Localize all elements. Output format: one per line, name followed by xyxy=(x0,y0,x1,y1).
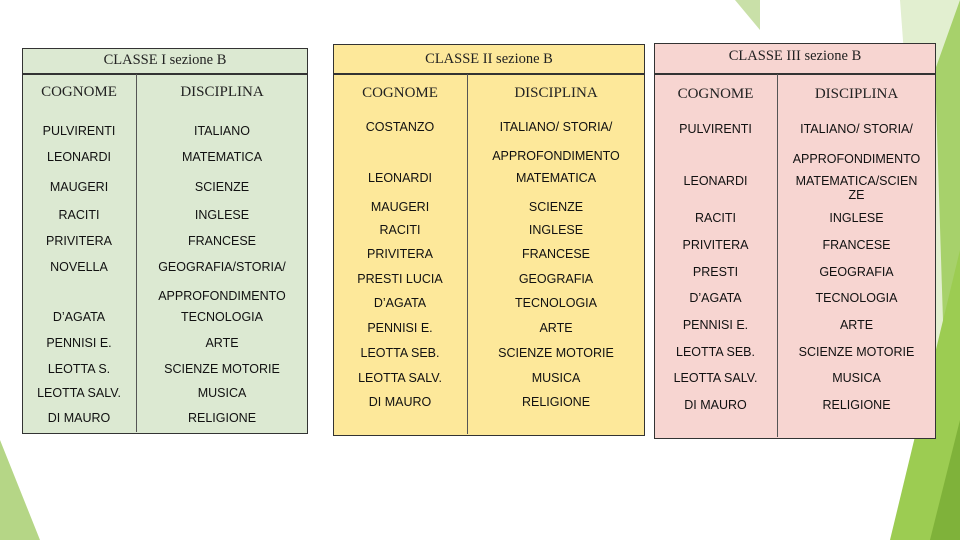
class-2-cognome-cell: PENNISI E. xyxy=(367,321,433,335)
class-3-cognome-cell: PULVIRENTI xyxy=(679,122,752,136)
class-3-disciplina-cell: GEOGRAFIA xyxy=(819,265,894,279)
class-1-disciplina-cell: MATEMATICA xyxy=(181,150,263,164)
class-2-cognome-cell: RACITI xyxy=(379,223,421,237)
class-3-title: CLASSE III sezione B xyxy=(728,48,862,64)
class-1-header-disciplina: DISCIPLINA xyxy=(180,84,264,100)
class-1-cognome-cell: NOVELLA xyxy=(50,260,108,274)
class-2-cognome-cell: PRIVITERA xyxy=(367,247,433,261)
class-2-disciplina-cell: GEOGRAFIA xyxy=(518,272,594,286)
class-1-disciplina-cell: GEOGRAFIA/STORIA/ xyxy=(158,260,286,274)
class-1-disciplina-cell: SCIENZE MOTORIE xyxy=(164,362,280,376)
class-2-disciplina-cell: MATEMATICA xyxy=(515,171,597,185)
class-3-cognome-cell: RACITI xyxy=(695,211,736,225)
class-3-disciplina-cell: MATEMATICA/SCIEN xyxy=(795,174,918,188)
class-1-cognome-cell: MAUGERI xyxy=(49,180,109,194)
class-2-header-disciplina: DISCIPLINA xyxy=(514,85,598,101)
class-1-disciplina-cell: APPROFONDIMENTO xyxy=(158,289,286,303)
class-2-cognome-cell: LEONARDI xyxy=(368,171,432,185)
class-3-disciplina-cell: ITALIANO/ STORIA/ xyxy=(800,122,913,136)
class-1-cognome-cell: LEOTTA S. xyxy=(47,362,111,376)
class-2-cognome-cell: PRESTI LUCIA xyxy=(357,272,443,286)
class-1-disciplina-cell: ARTE xyxy=(205,336,239,350)
class-2-cognome-cell: LEOTTA SALV. xyxy=(358,371,442,385)
class-3-header-cognome: COGNOME xyxy=(677,86,754,102)
class-2-disciplina-cell: APPROFONDIMENTO xyxy=(492,149,620,163)
class-1-header-cognome: COGNOME xyxy=(41,84,117,100)
class-1-disciplina-cell: SCIENZE xyxy=(194,180,250,194)
class-1-cognome-cell: DI MAURO xyxy=(47,411,111,425)
class-3-disciplina-cell: ARTE xyxy=(839,318,874,332)
class-1-cognome-cell: LEONARDI xyxy=(47,150,111,164)
class-3-cognome-cell: LEOTTA SEB. xyxy=(676,345,755,359)
class-2-disciplina-cell: SCIENZE MOTORIE xyxy=(498,346,614,360)
class-1-disciplina-cell: ITALIANO xyxy=(193,124,251,138)
class-1-disciplina-cell: MUSICA xyxy=(197,386,247,400)
class-1-cognome-cell: PULVIRENTI xyxy=(42,124,116,138)
class-1-disciplina-cell: TECNOLOGIA xyxy=(181,310,263,324)
class-3-disciplina-cell: SCIENZE MOTORIE xyxy=(798,345,915,359)
class-2-disciplina-cell: RELIGIONE xyxy=(521,395,591,409)
class-2-title-divider xyxy=(333,73,645,75)
class-1-cognome-cell: D’AGATA xyxy=(52,310,106,324)
class-3-cognome-cell: LEOTTA SALV. xyxy=(673,371,758,385)
class-3-disciplina-cell: MUSICA xyxy=(832,371,881,385)
class-3-cognome-cell: D’AGATA xyxy=(689,291,742,305)
class-1-cognome-cell: LEOTTA SALV. xyxy=(37,386,121,400)
class-1-title: CLASSE I sezione B xyxy=(103,52,227,68)
class-3-header-disciplina: DISCIPLINA xyxy=(814,86,899,102)
class-3-disciplina-cell: RELIGIONE xyxy=(822,398,891,412)
class-1-cognome-cell: PENNISI E. xyxy=(46,336,112,350)
class-2-disciplina-cell: FRANCESE xyxy=(521,247,591,261)
class-3-cognome-cell: PRIVITERA xyxy=(682,238,749,252)
class-2-header-cognome: COGNOME xyxy=(362,85,438,101)
class-3-disciplina-cell: TECNOLOGIA xyxy=(815,291,898,305)
class-3-cognome-cell: PENNISI E. xyxy=(682,318,749,332)
class-2-title: CLASSE II sezione B xyxy=(425,51,553,67)
class-2-cognome-cell: MAUGERI xyxy=(370,200,430,214)
class-1-disciplina-cell: INGLESE xyxy=(194,208,250,222)
class-2-cognome-cell: D’AGATA xyxy=(373,296,427,310)
class-3-disciplina-cell: ZE xyxy=(848,188,865,202)
class-3-cognome-cell: PRESTI xyxy=(692,265,739,279)
class-2-cognome-cell: DI MAURO xyxy=(368,395,432,409)
class-2-disciplina-cell: INGLESE xyxy=(528,223,584,237)
class-1-cognome-cell: RACITI xyxy=(58,208,100,222)
class-2-disciplina-cell: ITALIANO/ STORIA/ xyxy=(499,120,613,134)
class-1-title-divider xyxy=(22,73,308,75)
class-2-cognome-cell: LEOTTA SEB. xyxy=(360,346,440,360)
class-1-disciplina-cell: FRANCESE xyxy=(187,234,257,248)
class-3-cognome-cell: DI MAURO xyxy=(684,398,747,412)
class-1-cognome-cell: PRIVITERA xyxy=(46,234,112,248)
class-2-disciplina-cell: SCIENZE xyxy=(528,200,584,214)
class-2-disciplina-cell: TECNOLOGIA xyxy=(515,296,597,310)
class-2-cognome-cell: COSTANZO xyxy=(365,120,435,134)
class-3-title-divider xyxy=(654,73,936,75)
class-3-disciplina-cell: FRANCESE xyxy=(822,238,891,252)
class-2-disciplina-cell: ARTE xyxy=(539,321,573,335)
class-2-disciplina-cell: MUSICA xyxy=(531,371,581,385)
class-1-disciplina-cell: RELIGIONE xyxy=(187,411,257,425)
class-3-cognome-cell: LEONARDI xyxy=(683,174,748,188)
class-3-disciplina-cell: INGLESE xyxy=(829,211,884,225)
class-3-disciplina-cell: APPROFONDIMENTO xyxy=(792,152,921,166)
